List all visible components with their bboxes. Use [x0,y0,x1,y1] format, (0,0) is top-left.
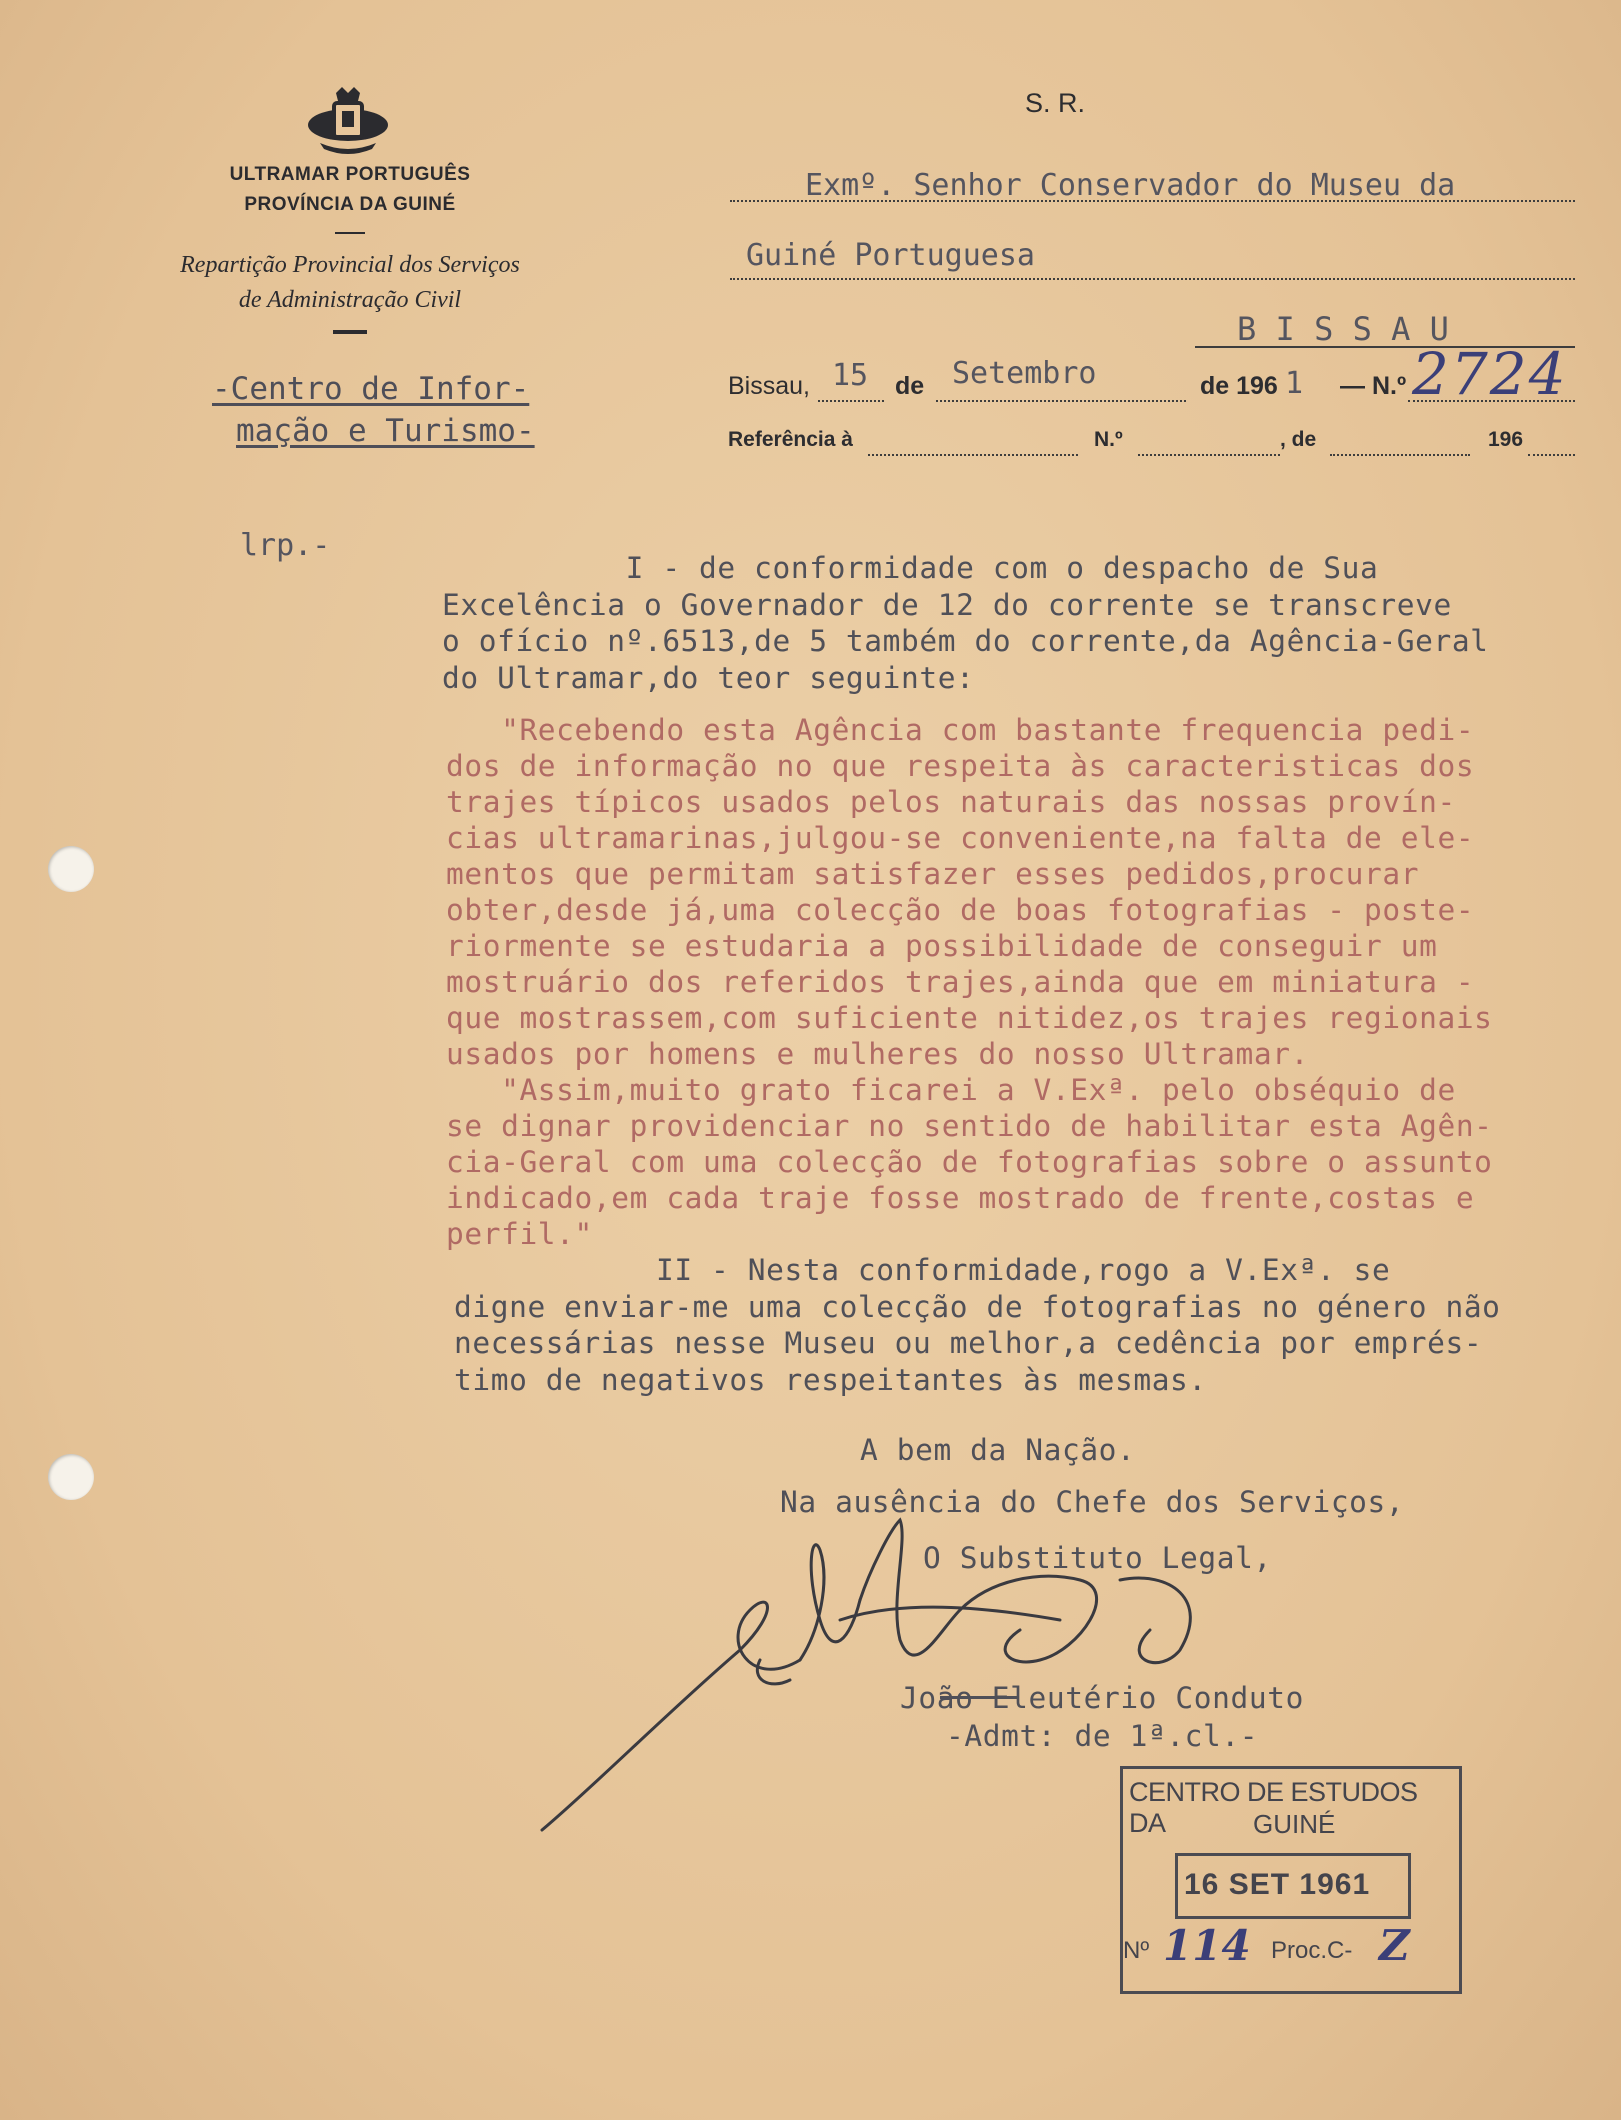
letterhead-dash [335,232,365,234]
stamp-proc-label: Proc.C- [1271,1937,1353,1964]
reference-de-label: , de [1280,428,1317,451]
number-rule [1408,400,1575,402]
body-quote-line: se dignar providenciar no sentido de habilitar esta Agên- [446,1109,1493,1143]
department-line-2: mação e Turismo- [236,413,535,449]
body-quote-line: dos de informação no que respeita às caracteristicas dos [446,749,1475,783]
letterhead-line-4: de Administração Civil [238,287,462,313]
body-quote-line: indicado,em cada traje fosse mostrado de frente,costas e [446,1181,1475,1215]
body-quote-line: trajes típicos usados pelos naturais das nossas provín- [446,785,1456,819]
closing-absence: Na ausência do Chefe dos Serviços, [780,1485,1405,1519]
body-intro-line: do Ultramar,do teor seguinte: [442,660,975,695]
closing-salutation: A bem da Nação. [860,1433,1136,1467]
body-intro [442,550,1489,696]
body-quote-line: "Assim,muito grato ficarei a V.Exª. pelo obséquio de [446,1073,1456,1107]
addressee-city: B I S S A U [1237,310,1449,348]
month-rule [936,400,1186,402]
coat-of-arms-icon [300,85,396,157]
stamp-line-1: CENTRO DE ESTUDOS DA [1129,1777,1418,1838]
dateline-month: Setembro [952,356,1097,391]
dateline-place: Bissau, [728,372,810,400]
addressee-line-2-rule [730,278,1575,280]
body-quote-line: cia-Geral com uma colecção de fotografias sobre o assunto [446,1145,1493,1179]
letterhead-bar [333,330,367,334]
stamp-proc-value: Z [1379,1921,1410,1970]
body-quote [446,712,1493,1252]
body-request-line: digne enviar-me uma colecção de fotografias no género não [454,1289,1501,1324]
stamp-no-value: 114 [1163,1921,1251,1970]
punch-hole-top [48,846,94,892]
body-intro-line: I - de conformidade com o despacho de Sua [442,551,1379,585]
strike-mark [940,1696,1018,1699]
dateline-day: 15 [832,358,869,393]
body-quote-line: riormente se estudaria a possibilidade de conseguir um [446,929,1438,963]
body-intro-line: o ofício nº.6513,de 5 também do corrente,da Agência-Geral [442,624,1489,658]
department-name [212,368,535,452]
body-quote-line: obter,desde já,uma colecção de boas fotografias - poste- [446,893,1475,927]
letterhead-line-3: Repartição Provincial dos Serviços [180,252,520,278]
body-quote-line: "Recebendo esta Agência com bastante frequencia pedi- [446,713,1475,747]
body-quote-line: usados por homens e mulheres do nosso Ultramar. [446,1037,1309,1071]
body-intro-line: Excelência o Governador de 12 do corrente se transcreve [442,587,1452,622]
addressee-line-1: Exmº. Senhor Conservador do Museu da [805,168,1456,203]
letterhead-line-2: PROVÍNCIA DA GUINÉ [244,194,456,215]
dateline-year-label: de 196 [1200,372,1278,400]
body-quote-line: cias ultramarinas,julgou-se conveniente,na falta de ele- [446,821,1475,855]
reference-rule [868,454,1078,456]
reference-label: Referência à [728,428,853,451]
receipt-stamp [1120,1766,1462,1994]
reference-number-rule [1138,454,1280,456]
stamp-date-box [1175,1853,1411,1919]
reference-number-label: N.º [1094,428,1123,451]
dateline-number: 2724 [1412,340,1568,408]
dateline-de: de [895,372,925,400]
reference-de-rule [1330,454,1470,456]
addressee-line-2: Guiné Portuguesa [746,238,1035,273]
body-request-line: necessárias nesse Museu ou melhor,a cedência por emprés- [454,1326,1483,1360]
reference-code: lrp.- [240,528,331,563]
signatory-title: -Admt: de 1ª.cl.- [946,1719,1259,1753]
reference-year-rule [1528,454,1575,456]
body-request-line: II - Nesta conformidade,rogo a V.Exª. se [454,1253,1391,1287]
body-request [454,1252,1501,1398]
reference-year-label: 196 [1488,428,1524,451]
body-quote-line: mostruário dos referidos trajes,ainda que em miniatura - [446,965,1475,999]
stamp-line-2: GUINÉ [1253,1809,1336,1839]
punch-hole-bottom [48,1454,94,1500]
sr-heading: S. R. [1025,88,1086,118]
stamp-no-label: Nº [1123,1937,1150,1964]
signatory-name: João Eleutério Conduto [900,1681,1304,1715]
body-quote-line: mentos que permitam satisfazer esses pedidos,procurar [446,857,1420,891]
body-request-line: timo de negativos respeitantes às mesmas. [454,1362,1207,1397]
body-quote-line: perfil." [446,1217,593,1251]
closing-substitute: O Substituto Legal, [923,1541,1272,1575]
department-line-1: -Centro de Infor- [212,371,530,407]
body-quote-line: que mostrassem,com suficiente nitidez,os trajes regionais [446,1001,1493,1035]
letterhead-line-1: ULTRAMAR PORTUGUÊS [229,164,471,185]
day-rule [818,400,884,402]
dateline-year-digit: 1 [1285,366,1304,401]
dateline-number-label: — N.º [1340,372,1407,400]
stamp-date: 16 SET 1961 [1184,1868,1371,1901]
